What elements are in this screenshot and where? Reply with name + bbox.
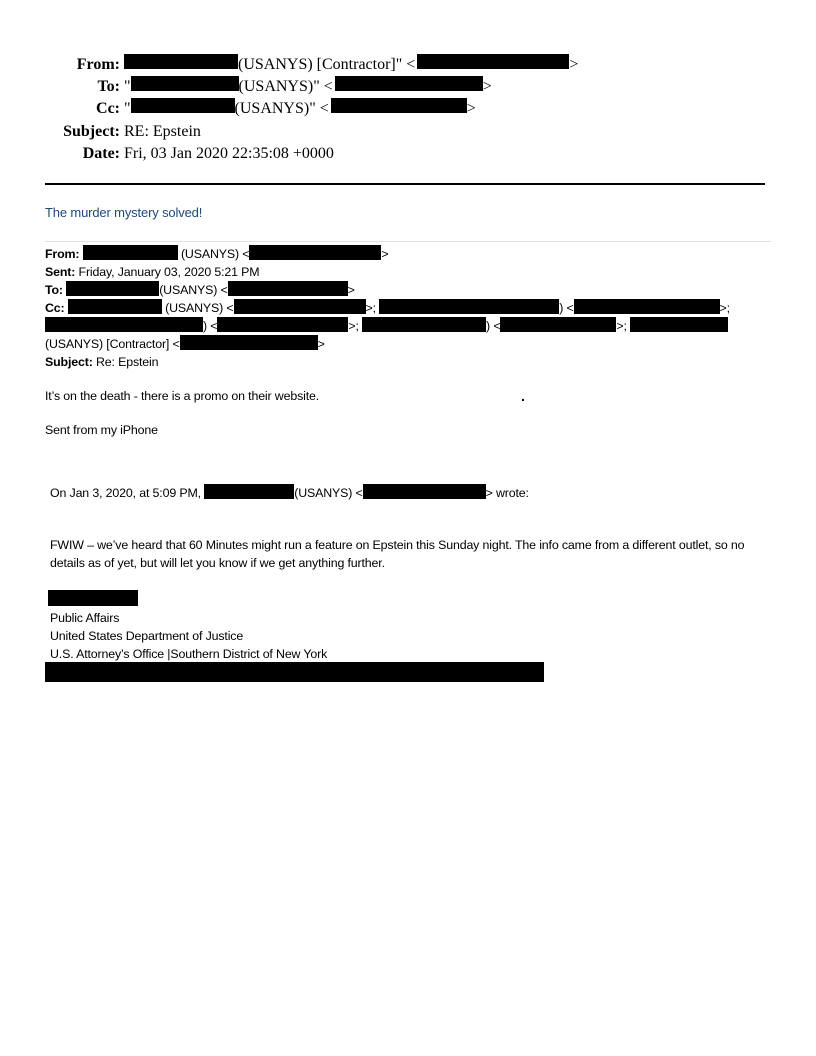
email-header (30, 54, 578, 165)
header-subject-label: Subject: (63, 122, 120, 140)
header-subject-row (30, 121, 578, 143)
fwd-to-tail: > (347, 283, 355, 297)
header-from-tail: > (569, 56, 579, 73)
fwd-cc-seg6: >; (348, 319, 359, 333)
redaction-box (180, 335, 318, 350)
header-to-label: To: (97, 78, 120, 96)
header-cc-tail: > (466, 100, 476, 118)
fwd-cc-seg8: >; (616, 319, 627, 333)
redaction-box (331, 98, 467, 113)
header-to-text: (USANYS)" < (238, 78, 333, 96)
redaction-box (45, 317, 203, 332)
fwd-subject-row (45, 353, 775, 371)
header-cc-row (30, 98, 578, 120)
quoted-attribution-mid: (USANYS) < (294, 486, 363, 500)
redaction-box (131, 76, 239, 91)
fwd-cc-label: Cc: (45, 301, 65, 315)
quoted-body: FWIW – we’ve heard that 60 Minutes might run a feature on Epstein this Sunday night. The info came from a different outlet, so no details as of yet, but will let you know if we get anything further. (50, 538, 745, 570)
header-date: Fri, 03 Jan 2020 22:35:08 +0000 (124, 144, 334, 162)
redaction-box (335, 76, 483, 91)
header-from-row (30, 54, 578, 76)
fwd-cc-row (45, 299, 775, 317)
redaction-box (379, 299, 559, 314)
fwd-subject: Re: Epstein (95, 355, 159, 369)
header-cc-open: " (124, 100, 131, 118)
header-cc-label: Cc: (96, 100, 120, 118)
forwarded-header (45, 245, 775, 371)
fwd-cc-line3: (USANYS) [Contractor] < (45, 337, 180, 351)
redaction-box (68, 299, 162, 314)
redaction-box (204, 484, 294, 499)
redaction-box (217, 317, 348, 332)
fwd-sent-label: Sent: (45, 265, 76, 279)
fwd-cc-seg2: >; (365, 301, 376, 315)
fwd-from-row (45, 245, 775, 263)
header-from-label: From: (76, 56, 120, 73)
redaction-box (83, 245, 178, 260)
message-signoff: Sent from my iPhone (45, 423, 158, 437)
header-to-row (30, 76, 578, 98)
quoted-attribution (50, 484, 529, 500)
fwd-cc-seg7: ) < (486, 319, 501, 333)
fwd-cc-seg3: ) < (559, 301, 574, 315)
redaction-box (249, 245, 381, 260)
redaction-box (66, 281, 159, 296)
fwd-to-text: (USANYS) < (159, 283, 228, 297)
fwd-to-label: To: (45, 283, 63, 297)
fwd-cc-row-2 (45, 317, 775, 335)
redaction-box (234, 299, 366, 314)
fwd-from-tail: > (381, 247, 389, 261)
redaction-box (48, 590, 138, 606)
fwd-sent-row (45, 263, 775, 281)
quoted-attribution-suffix: > wrote: (485, 486, 529, 500)
header-date-row (30, 143, 578, 165)
redaction-box (574, 299, 720, 314)
fwd-from-text: (USANYS) < (180, 247, 250, 261)
fwd-cc-line3-tail: > (317, 337, 325, 351)
signature-name-redaction (50, 590, 327, 609)
redaction-box (228, 281, 348, 296)
redaction-box (500, 317, 616, 332)
redaction-box (417, 54, 569, 69)
signature-line-2: United States Department of Justice (50, 629, 244, 643)
fwd-cc-row-3 (45, 335, 775, 353)
header-to-open: " (124, 78, 131, 96)
signature-redaction-bar (45, 662, 544, 682)
redaction-box (630, 317, 728, 332)
fwd-cc-seg5: ) < (203, 319, 218, 333)
fwd-cc-seg1: (USANYS) < (165, 301, 234, 315)
header-from-text: (USANYS) [Contractor]" < (238, 56, 416, 73)
redaction-box (131, 98, 235, 113)
quoted-attribution-prefix: On Jan 3, 2020, at 5:09 PM, (50, 486, 201, 500)
signature-line-1: Public Affairs (50, 611, 120, 625)
header-divider (45, 183, 765, 185)
forward-divider (45, 241, 771, 242)
fwd-sent: Friday, January 03, 2020 5:21 PM (78, 265, 260, 279)
reply-text: The murder mystery solved! (45, 205, 203, 220)
stray-mark: . (521, 388, 525, 404)
header-date-label: Date: (82, 144, 120, 162)
signature-line-3: U.S. Attorney’s Office |Southern District of New York (50, 647, 328, 661)
signature-block (50, 590, 327, 663)
header-cc-text: (USANYS)" < (234, 100, 329, 118)
header-subject: RE: Epstein (124, 122, 201, 140)
redaction-box (124, 54, 238, 69)
header-to-tail: > (482, 78, 492, 96)
fwd-to-row (45, 281, 775, 299)
fwd-subject-label: Subject: (45, 355, 93, 369)
redaction-box (363, 484, 486, 499)
message-paragraph: It’s on the death - there is a promo on their website. (45, 389, 320, 403)
fwd-from-label: From: (45, 247, 80, 261)
redaction-box (362, 317, 486, 332)
fwd-cc-seg4: >; (719, 301, 730, 315)
